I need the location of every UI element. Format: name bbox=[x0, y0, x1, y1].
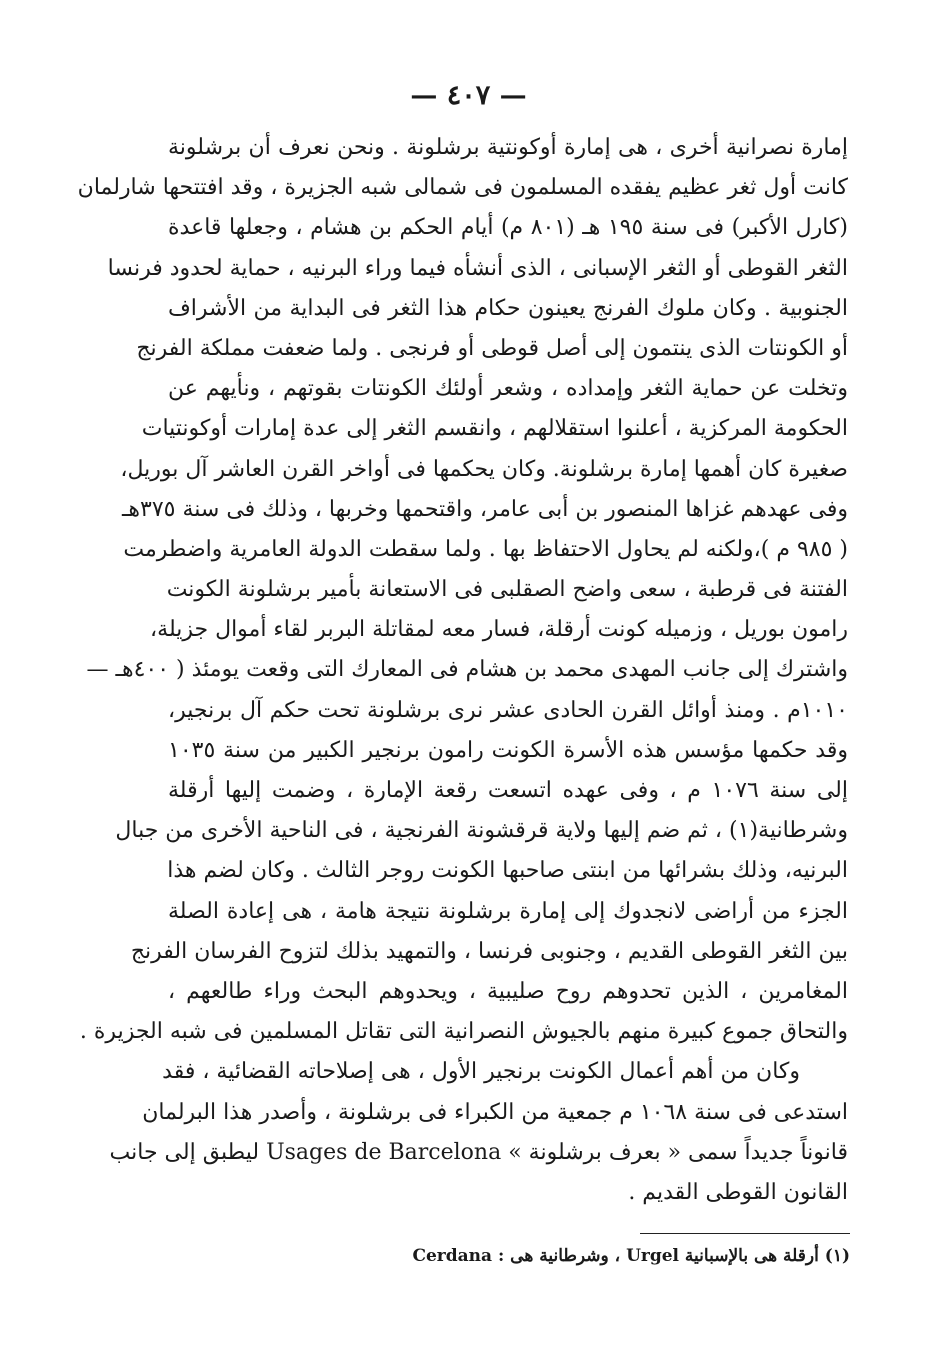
text-line: الحكومة المركزية ، أعلنوا استقلالهم ، وانقسم الثغر إلى عدة إمارات أوكونتيات bbox=[141, 416, 848, 442]
text-line: استدعى فى سنة ١٠٦٨ م جمعية من الكبراء فى برشلونة ، وأصدر هذا البرلمان bbox=[142, 1099, 848, 1125]
text-line: كانت أول ثغر عظيم يفقده المسلمون فى شمالى شبه الجزيرة ، وقد افتتحها شارلمان bbox=[77, 175, 848, 201]
text-line: الثغر القوطى أو الثغر الإسبانى ، الذى أنشأه فيما وراء البرنيه ، حماية لحدود فرنسا bbox=[107, 255, 848, 281]
text-line: (كارل الأكبر) فى سنة ١٩٥ هـ (٨٠١ م) أيام الحكم بن هشام ، وجعلها قاعدة bbox=[168, 215, 848, 241]
text-line: وشرطانية(١) ، ثم ضم إليها ولاية قرقشونة الفرنجية ، فى الناحية الأخرى من جبال bbox=[115, 818, 848, 844]
body-text bbox=[77, 128, 848, 1213]
text-line: واشترك إلى جانب المهدى محمد بن هشام فى المعارك التى وقعت يومئذ ( ٤٠٠هـ — bbox=[86, 657, 848, 683]
text-line: المغامرين ، الذين تحدوهم روح صليبية ، ويحدوهم البحث وراء طالعهم ، bbox=[168, 978, 848, 1004]
text-line: بين الثغر القوطى القديم ، وجنوبى فرنسا ، والتمهيد بذلك لتزوح الفرسان الفرنج bbox=[130, 938, 848, 964]
text-line: القانون القوطى القديم . bbox=[628, 1179, 848, 1205]
text-line: الفتنة فى قرطبة ، سعى واضح الصقلبى فى الاستعانة بأمير برشلونة الكونت bbox=[166, 577, 848, 603]
text-line: أو الكونتات الذى ينتمون إلى أصل قوطى أو فرنجى . ولما ضعفت مملكة الفرنج bbox=[136, 335, 848, 361]
footnote: (١) أرقلة هى بالإسبانية Urgel ، وشرطانية هى : Cerdana bbox=[412, 1246, 850, 1266]
text-line: وتخلت عن حماية الثغر وإمداده ، وشعر أولئك الكونتات بقوتهم ، ونأيهم عن bbox=[168, 376, 848, 402]
text-line: والتحاق جموع كبيرة منهم بالجيوش النصرانية التى تقاتل المسلمين فى شبه الجزيرة . bbox=[79, 1019, 848, 1045]
text-line: ( ٩٨٥ م )،ولكنه لم يحاول الاحتفاظ بها . ولما سقطت الدولة العامرية واضطرمت bbox=[123, 536, 848, 562]
text-line: إلى سنة ١٠٧٦ م ، وفى عهده اتسعت رقعة الإمارة ، وضمت إليها أرقلة bbox=[168, 778, 848, 803]
text-line: رامون بوريل ، وزميله كونت أرقلة، فسار معه لمقاتلة البربر لقاء أموال جزيلة، bbox=[150, 617, 848, 643]
text-line: قانوناً جديداً سمى « بعرف برشلونة » Usages de Barcelona ليطبق إلى جانب bbox=[109, 1139, 848, 1165]
text-line: إمارة نصرانية أخرى ، هى إمارة أوكونتية برشلونة . ونحن نعرف أن برشلونة bbox=[168, 135, 848, 160]
text-line: الجزء من أراضى لانجدوك إلى إمارة برشلونة نتيجة هامة ، هى إعادة الصلة bbox=[168, 898, 848, 924]
text-line: وفى عهدهم غزاها المنصور بن أبى عامر، واقتحمها وخربها ، وذلك فى سنة ٣٧٥هـ bbox=[121, 496, 848, 522]
text-line: ١٠١٠م . ومنذ أوائل القرن الحادى عشر نرى برشلونة تحت حكم آل برنجير، bbox=[168, 697, 848, 723]
footnote-divider bbox=[640, 1233, 850, 1234]
text-line: وكان من أهم أعمال الكونت برنجير الأول ، هى إصلاحاته القضائية ، فقد bbox=[162, 1059, 800, 1085]
text-line: البرنيه، وذلك بشرائها من ابنتى صاحبها الكونت روجر الثالث . وكان لضم هذا bbox=[167, 858, 848, 884]
text-line: وقد حكمها مؤسس هذه الأسرة الكونت رامون برنجير الكبير من سنة ١٠٣٥ bbox=[168, 737, 848, 763]
text-line: صغيرة كان أهمها إمارة برشلونة. وكان يحكمها فى أواخر القرن العاشر آل بوريل، bbox=[120, 456, 848, 482]
text-line: الجنوبية . وكان ملوك الفرنج يعينون حكام هذا الثغر فى البداية من الأشراف bbox=[168, 295, 848, 321]
page-number: — ٤٠٧ — bbox=[410, 80, 527, 111]
